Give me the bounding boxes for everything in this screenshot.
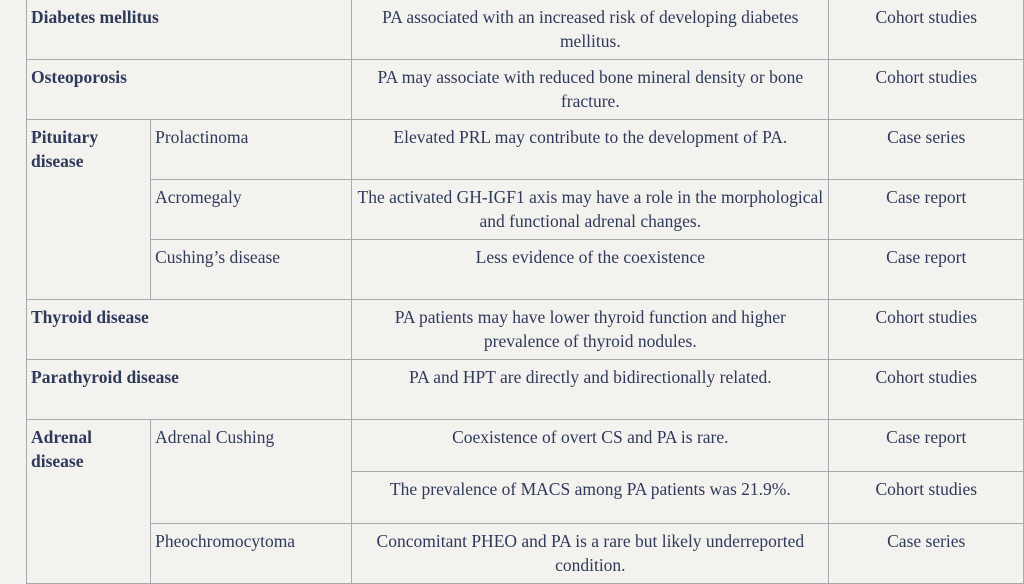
description-cell: Coexistence of overt CS and PA is rare. xyxy=(352,420,828,472)
evidence-cell: Cohort studies xyxy=(828,472,1024,524)
disease-cell: Diabetes mellitus xyxy=(27,0,352,60)
table-row xyxy=(27,120,1024,180)
evidence-cell: Case report xyxy=(828,180,1024,240)
evidence-cell: Cohort studies xyxy=(828,60,1024,120)
disease-cell: Adrenal disease xyxy=(27,420,151,584)
evidence-cell: Cohort studies xyxy=(828,360,1024,420)
subtype-cell: Adrenal Cushing xyxy=(151,420,352,524)
table-row xyxy=(27,240,1024,300)
disease-cell: Osteoporosis xyxy=(27,60,352,120)
evidence-cell: Case report xyxy=(828,420,1024,472)
description-cell: The activated GH-IGF1 axis may have a role in the morphological and functional adrenal changes. xyxy=(352,180,828,240)
table-row xyxy=(27,420,1024,472)
disease-cell: Parathyroid disease xyxy=(27,360,352,420)
description-cell: PA patients may have lower thyroid function and higher prevalence of thyroid nodules. xyxy=(352,300,828,360)
table-row xyxy=(27,300,1024,360)
table-row xyxy=(27,60,1024,120)
subtype-cell: Pheochromocytoma xyxy=(151,524,352,584)
comorbidity-table xyxy=(26,0,1024,584)
evidence-cell: Cohort studies xyxy=(828,300,1024,360)
subtype-cell: Acromegaly xyxy=(151,180,352,240)
evidence-cell: Cohort studies xyxy=(828,0,1024,60)
table-row xyxy=(27,360,1024,420)
subtype-cell: Cushing’s disease xyxy=(151,240,352,300)
description-cell: Elevated PRL may contribute to the development of PA. xyxy=(352,120,828,180)
description-cell: The prevalence of MACS among PA patients was 21.9%. xyxy=(352,472,828,524)
disease-cell: Pituitary disease xyxy=(27,120,151,300)
subtype-cell: Prolactinoma xyxy=(151,120,352,180)
table-row xyxy=(27,0,1024,60)
description-cell: Less evidence of the coexistence xyxy=(352,240,828,300)
description-cell: PA and HPT are directly and bidirectionally related. xyxy=(352,360,828,420)
description-cell: PA may associate with reduced bone mineral density or bone fracture. xyxy=(352,60,828,120)
evidence-cell: Case series xyxy=(828,524,1024,584)
description-cell: Concomitant PHEO and PA is a rare but likely underreported condition. xyxy=(352,524,828,584)
table-row xyxy=(27,524,1024,584)
evidence-cell: Case series xyxy=(828,120,1024,180)
evidence-cell: Case report xyxy=(828,240,1024,300)
disease-cell: Thyroid disease xyxy=(27,300,352,360)
description-cell: PA associated with an increased risk of developing diabetes mellitus. xyxy=(352,0,828,60)
table-row xyxy=(27,180,1024,240)
